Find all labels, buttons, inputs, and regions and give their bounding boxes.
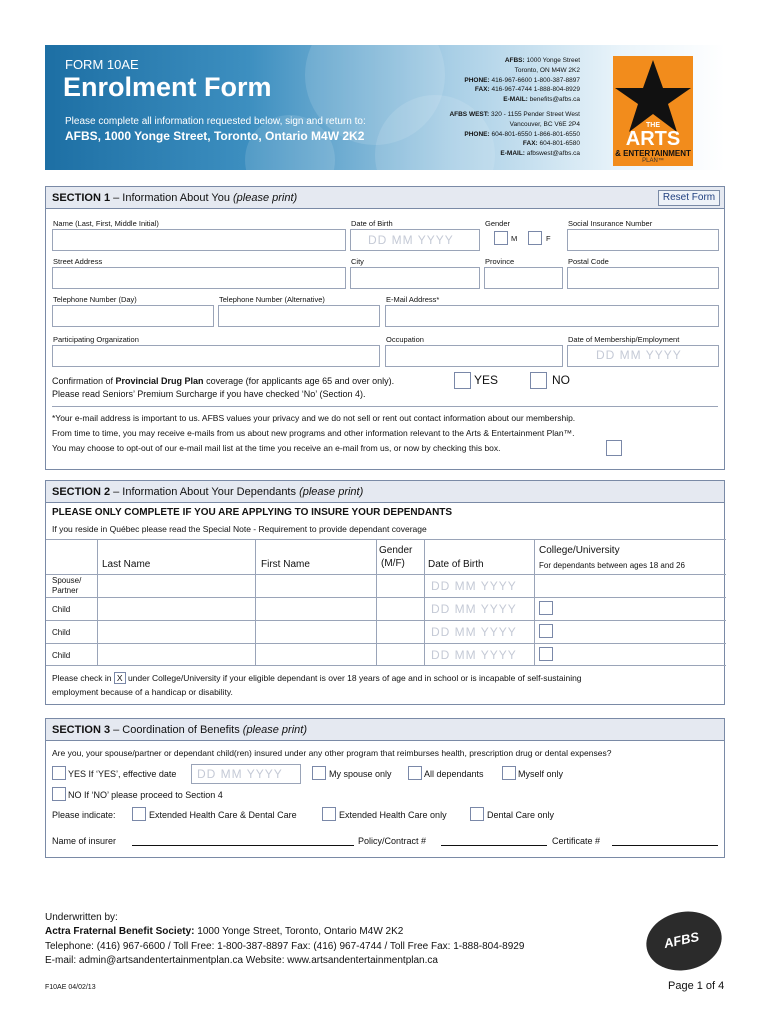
gender-m-label: M [511,234,518,243]
row-label: Partner [52,586,79,595]
instruction-text: Please complete all information requested below, sign and return to: [65,116,366,127]
membership-label: Date of Membership/Employment [568,335,680,344]
street-field[interactable] [52,267,346,289]
tel-day-label: Telephone Number (Day) [53,295,137,304]
drug-plan-line2: Please read Seniors’ Premium Surcharge if you have checked ‘No’ (Section 4). [52,389,366,399]
province-field[interactable] [484,267,563,289]
city-field[interactable] [350,267,480,289]
college-checkbox[interactable] [539,647,553,661]
contact-label: FAX: [474,86,490,94]
section-print-note: (please print) [299,486,364,498]
membership-date-placeholder: DD MM YYYY [596,348,682,362]
footer-telephone: Telephone: (416) 967-6600 / Toll Free: 1-800-387-8897 Fax: (416) 967-4744 / Toll Free Fax: 1-888-804-8929 [45,941,525,952]
org-label: Participating Organization [53,335,139,344]
dependants-heading: PLEASE ONLY COMPLETE IF YOU ARE APPLYING TO INSURE YOUR DEPENDANTS [52,507,453,518]
email-note-1: *Your e-mail address is important to us. AFBS values your privacy and we do not sell or rent out contact information about our membership. [52,413,576,423]
dob-placeholder: DD MM YYYY [431,625,517,639]
name-field[interactable] [52,229,346,251]
section-number: SECTION 2 [52,486,111,498]
section-1 [45,186,725,470]
reset-form-button[interactable]: Reset Form [658,190,720,206]
occupation-field[interactable] [385,345,563,367]
section-title: – Information About You [110,192,234,204]
table-row [46,643,726,666]
col-gender: Gender [379,545,413,556]
gender-m-checkbox[interactable] [494,231,508,245]
section-3-header [46,719,724,741]
dob-placeholder: DD MM YYYY [431,579,517,593]
society-name: Actra Fraternal Benefit Society: [45,926,195,937]
contact-label: FAX: [522,140,538,148]
drug-plan-no-checkbox[interactable] [530,372,547,389]
dob-label: Date of Birth [351,219,393,228]
myself-only-label: Myself only [518,769,564,779]
gender-label: Gender [485,219,511,228]
dependants-subheading: If you reside in Québec please read the Special Note - Requirement to provide dependant coverage [52,524,427,534]
org-field[interactable] [52,345,380,367]
footer-email-web: E-mail: admin@artsandentertainmentplan.ca Website: www.artsandentertainmentplan.ca [45,955,438,966]
society-address: 1000 Yonge Street, Toronto, Ontario M4W 2K2 [194,926,404,937]
all-dependants-label: All dependants [424,769,484,779]
email-note-2: From time to time, you may receive e-mails from us about new programs and other information relevant to the Arts & Entertainment Plan™. [52,428,575,438]
section-2-header [46,481,724,503]
divider [52,406,718,407]
row-label: Child [52,605,71,614]
contact-value: 416-967-4744 1-888-804-8929 [491,86,580,94]
col-college: College/University [539,545,620,556]
ehc-dental-label: Extended Health Care & Dental Care [149,810,297,820]
contact-label: AFBS: [504,57,525,64]
certificate-field[interactable] [612,845,718,846]
college-note-line1 [52,672,582,684]
tel-day-field[interactable] [52,305,214,327]
cob-no-label: NO If ‘NO’ please proceed to Section 4 [68,790,223,800]
section-print-note: (please print) [242,724,307,736]
section-print-note: (please print) [233,192,298,204]
contact-value: Vancouver, BC V6E 2P4 [509,120,580,128]
section-number: SECTION 3 [52,724,111,736]
province-label: Province [485,257,515,266]
logo-the: THE [646,122,660,129]
table-row [46,620,726,643]
section-3 [45,718,725,858]
drug-plan-line1 [52,375,394,387]
insurer-field[interactable] [132,845,354,846]
my-spouse-label: My spouse only [329,769,392,779]
certificate-label: Certificate # [552,836,601,846]
afbs-logo-text: AFBS [662,928,701,952]
logo-entertainment: & ENTERTAINMENT [615,149,691,158]
postal-label: Postal Code [568,257,609,266]
col-college-note: For dependants between ages 18 and 26 [539,561,685,570]
col-last-name: Last Name [102,559,151,570]
col-dob: Date of Birth [428,559,484,570]
contact-label: PHONE: [464,76,490,84]
form-number: FORM 10AE [65,57,139,72]
society-line [45,926,403,938]
street-label: Street Address [53,257,103,266]
gender-f-label: F [546,234,551,243]
email-note-3: You may choose to opt-out of our e-mail mail list at the time you receive an e-mail from us, or now by checking this box. [52,443,501,453]
section-title: – Coordination of Benefits [110,724,243,736]
occupation-label: Occupation [386,335,424,344]
contact-west [420,110,580,159]
contact-value: 604-801-6580 [539,140,580,148]
contact-label: E-MAIL: [500,150,525,158]
college-note-line2: employment because of a handicap or disability. [52,687,233,697]
my-spouse-checkbox[interactable] [312,766,326,780]
row-label: Spouse/ [52,576,82,585]
college-checkbox[interactable] [539,624,553,638]
cob-yes-checkbox[interactable] [52,766,66,780]
section-title: – Information About Your Dependants [110,486,300,498]
drug-plan-text: Confirmation of [52,376,116,386]
drug-plan-bold: Provincial Drug Plan [115,376,204,386]
table-row [46,574,726,597]
contact-value: 416-967-6600 1-800-387-8897 [491,76,580,84]
row-label: Child [52,651,71,660]
tel-alt-field[interactable] [218,305,380,327]
coordination-question: Are you, your spouse/partner or dependant child(ren) insured under any other program that reimburses health, prescription drug or dental expenses? [52,748,612,758]
form-title: Enrolment Form [63,72,272,102]
drug-plan-yes-label: YES [474,373,499,387]
name-label: Name (Last, First, Middle Initial) [53,219,159,228]
dob-placeholder: DD MM YYYY [368,233,454,247]
sin-label: Social Insurance Number [568,219,653,228]
contact-value: 320 - 1155 Pender Street West [490,111,580,118]
afbs-logo [641,905,727,978]
indicate-label: Please indicate: [52,810,116,820]
logo-arts: ARTS [625,128,681,150]
section-1-header [46,187,724,209]
cob-no-checkbox[interactable] [52,787,66,801]
note-text: under College/University if your eligible dependant is over 18 years of age and in school or is incapable of self-sustaining [125,673,582,683]
dob-placeholder: DD MM YYYY [431,648,517,662]
college-checkbox[interactable] [539,601,553,615]
ehc-only-checkbox[interactable] [322,807,336,821]
ehc-only-label: Extended Health Care only [339,810,447,820]
col-gender-mf: (M/F) [381,558,405,569]
contact-value: 604-801-6550 1-866-801-6550 [491,130,580,138]
dob-placeholder: DD MM YYYY [431,602,517,616]
contact-value: benefits@afbs.ca [529,96,580,104]
cob-date-placeholder: DD MM YYYY [197,767,283,781]
dental-only-label: Dental Care only [487,810,555,820]
policy-label: Policy/Contract # [358,836,427,846]
email-field[interactable] [385,305,719,327]
contact-label: PHONE: [464,130,490,138]
ehc-dental-checkbox[interactable] [132,807,146,821]
cob-yes-label: YES If ‘YES’, effective date [68,769,177,779]
page-number: Page 1 of 4 [668,980,725,992]
contact-value: 1000 Yonge Street [526,57,580,64]
postal-field[interactable] [567,267,719,289]
dental-only-checkbox[interactable] [470,807,484,821]
contact-east [420,56,580,105]
row-label: Child [52,628,71,637]
section-number: SECTION 1 [52,192,111,204]
policy-field[interactable] [441,845,547,846]
contact-label: AFBS WEST: [449,111,490,118]
contact-label: E-MAIL: [503,96,528,104]
contact-value: afbswest@afbs.ca [526,150,580,158]
email-label: E-Mail Address* [386,295,440,304]
email-optout-checkbox[interactable] [606,440,622,456]
gender-f-checkbox[interactable] [528,231,542,245]
table-row [46,597,726,620]
form-code: F10AE 04/02/13 [45,984,96,991]
logo-plan: PLAN™ [642,158,664,164]
sin-field[interactable] [567,229,719,251]
col-first-name: First Name [261,559,310,570]
drug-plan-no-label: NO [552,373,570,387]
underwritten-by: Underwritten by: [45,912,118,923]
contact-value: Toronto, ON M4W 2K2 [514,66,580,74]
all-dependants-checkbox[interactable] [408,766,422,780]
section-2 [45,480,725,705]
tel-alt-label: Telephone Number (Alternative) [219,295,325,304]
note-text: Please check in [52,673,114,683]
drug-plan-yes-checkbox[interactable] [454,372,471,389]
return-address: AFBS, 1000 Yonge Street, Toronto, Ontario M4W 2K2 [65,129,365,143]
note-x-box: X [114,672,126,684]
myself-only-checkbox[interactable] [502,766,516,780]
insurer-label: Name of insurer [52,836,117,846]
city-label: City [351,257,364,266]
drug-plan-text: coverage (for applicants age 65 and over only). [203,376,395,386]
table-top-border [46,539,726,540]
